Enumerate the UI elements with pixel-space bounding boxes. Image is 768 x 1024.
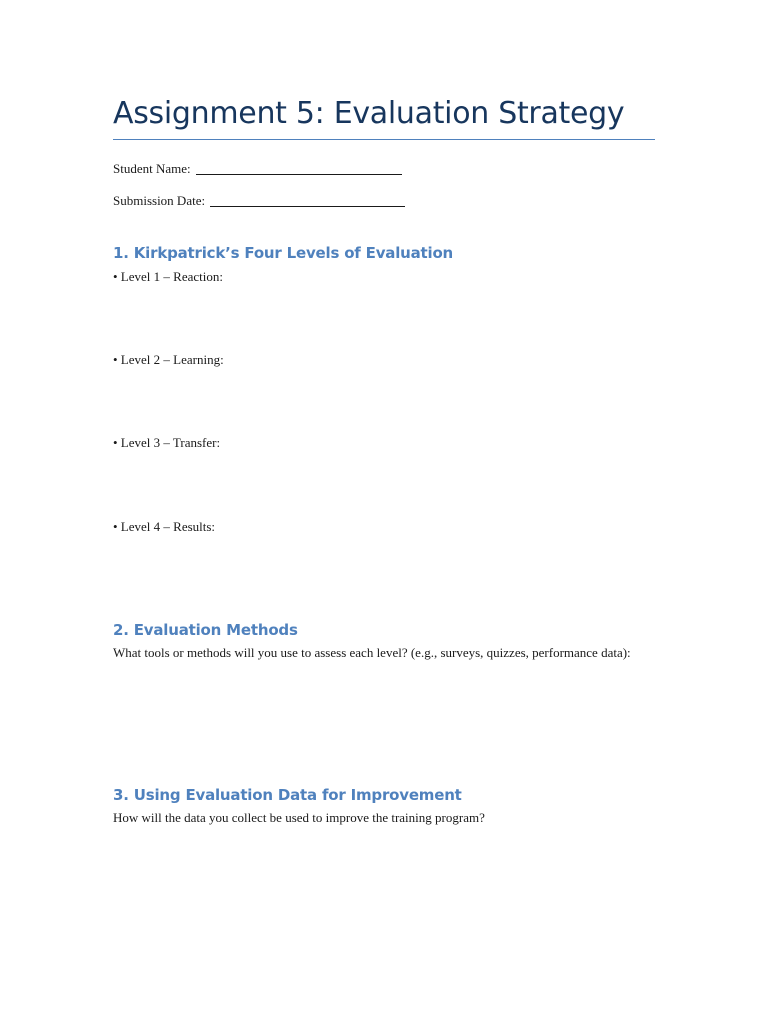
section-2-heading: 2. Evaluation Methods: [113, 621, 298, 639]
level-3-item: • Level 3 – Transfer:: [113, 435, 221, 450]
section-2-prompt: What tools or methods will you use to assess each level? (e.g., surveys, quizzes, performance data):: [113, 645, 631, 660]
section-1-heading: 1. Kirkpatrick’s Four Levels of Evaluation: [113, 244, 454, 262]
level-2-item: • Level 2 – Learning:: [113, 352, 224, 367]
submission-date-blank[interactable]: [210, 206, 405, 207]
section-3-prompt: How will the data you collect be used to improve the training program?: [113, 810, 485, 825]
document-title: Assignment 5: Evaluation Strategy: [113, 96, 625, 131]
section-3-heading: 3. Using Evaluation Data for Improvement: [113, 786, 462, 804]
title-divider: [113, 139, 655, 140]
submission-date-label: Submission Date:: [113, 193, 206, 208]
submission-date-field: [113, 192, 405, 210]
level-4-item: • Level 4 – Results:: [113, 519, 216, 534]
student-name-label: Student Name:: [113, 161, 191, 176]
student-name-field: [113, 160, 402, 178]
student-name-blank[interactable]: [196, 174, 402, 175]
level-1-item: • Level 1 – Reaction:: [113, 269, 223, 284]
